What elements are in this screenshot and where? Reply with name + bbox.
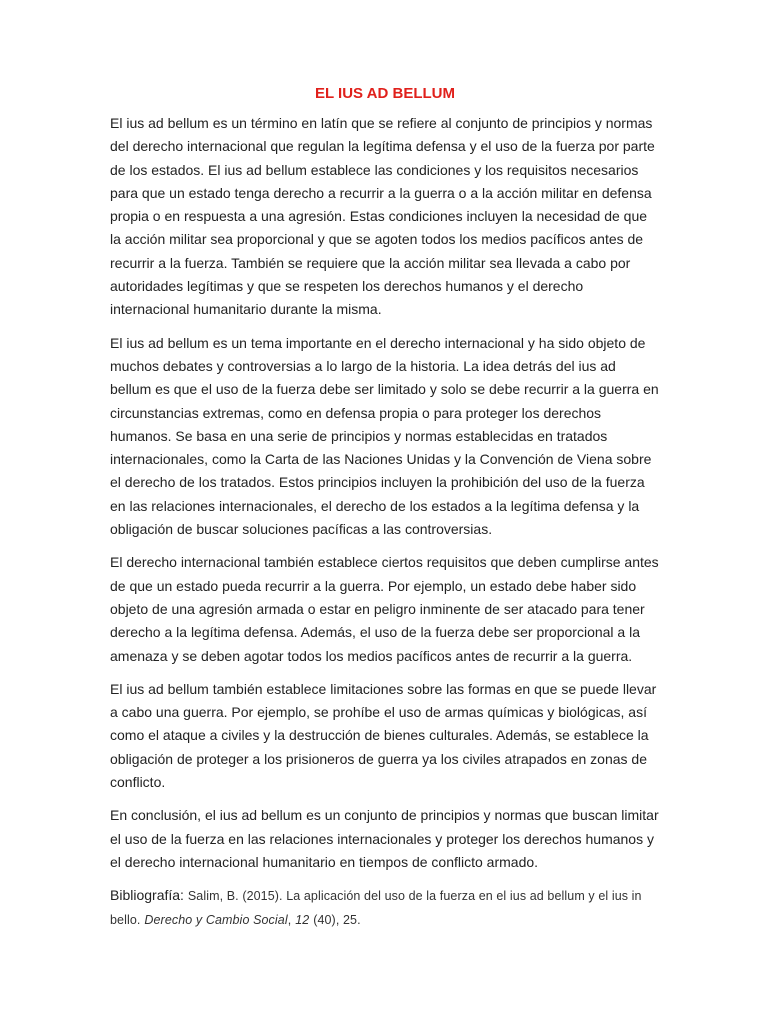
- bibliography-issue-pages: (40), 25.: [313, 913, 361, 928]
- bibliography-label: Bibliografía:: [110, 887, 184, 904]
- bibliography-citation: Salim, B. (2015). La aplicación del uso de la fuerza en el ius ad bellum y el ius in bello.: [110, 889, 642, 928]
- paragraph-2: El ius ad bellum es un tema importante en el derecho internacional y ha sido objeto de muchos debates y controversias a lo largo de la historia. La idea detrás del ius ad bellum es que el uso de la fuerza debe ser limitado y solo se debe recurrir a la guerra en circunstancias extremas, como en defensa propia o para proteger los derechos humanos. Se basa en una serie de principios y normas establecidas en tratados internacionales, como la Carta de las Naciones Unidas y la Convención de Viena sobre el derecho de los tratados. Estos principios incluyen la prohibición del uso de la fuerza en las relaciones internacionales, el derecho de los estados a la legítima defensa y la obligación de buscar soluciones pacíficas a las controversias.: [110, 334, 659, 538]
- paragraph-5: En conclusión, el ius ad bellum es un conjunto de principios y normas que buscan limitar el uso de la fuerza en las relaciones internacionales y proteger los derechos humanos y el derecho internacional humanitario en tiempos de conflicto armado.: [110, 807, 659, 870]
- paragraph-1: El ius ad bellum es un término en latín que se refiere al conjunto de principios y normas del derecho internacional que regulan la legítima defensa y el uso de la fuerza por parte de los estados. El ius ad bellum establece las condiciones y los requisitos necesarios para que un estado tenga derecho a recurrir a la guerra o a la acción militar en defensa propia o en respuesta a una agresión. Estas condiciones incluyen la necesidad de que la acción militar sea proporcional y que se agoten todos los medios pacíficos antes de recurrir a la fuerza. También se requiere que la acción militar sea llevada a cabo por autoridades legítimas y que se respeten los derechos humanos y el derecho internacional humanitario durante la misma.: [110, 115, 655, 318]
- bibliography: [110, 884, 660, 932]
- page-title: EL IUS AD BELLUM: [314, 85, 455, 102]
- bibliography-separator: ,: [287, 913, 292, 928]
- paragraph-4: El ius ad bellum también establece limitaciones sobre las formas en que se puede llevar a cabo una guerra. Por ejemplo, se prohíbe el uso de armas químicas y biológicas, así como el ataque a civiles y la destrucción de bienes culturales. Además, se establece la obligación de proteger a los prisioneros de guerra ya los civiles atrapados en zonas de conflicto.: [110, 680, 657, 791]
- paragraph-3: El derecho internacional también establece ciertos requisitos que deben cumplirse antes de que un estado pueda recurrir a la guerra. Por ejemplo, un estado debe haber sido objeto de una agresión armada o estar en peligro inminente de ser atacado para tener derecho a la legítima defensa. Además, el uso de la fuerza debe ser proporcional a la amenaza y se deben agotar todos los medios pacíficos antes de recurrir a la guerra.: [110, 554, 659, 664]
- bibliography-journal: Derecho y Cambio Social: [144, 913, 288, 928]
- bibliography-volume: 12: [295, 913, 310, 928]
- document-page: [110, 84, 660, 932]
